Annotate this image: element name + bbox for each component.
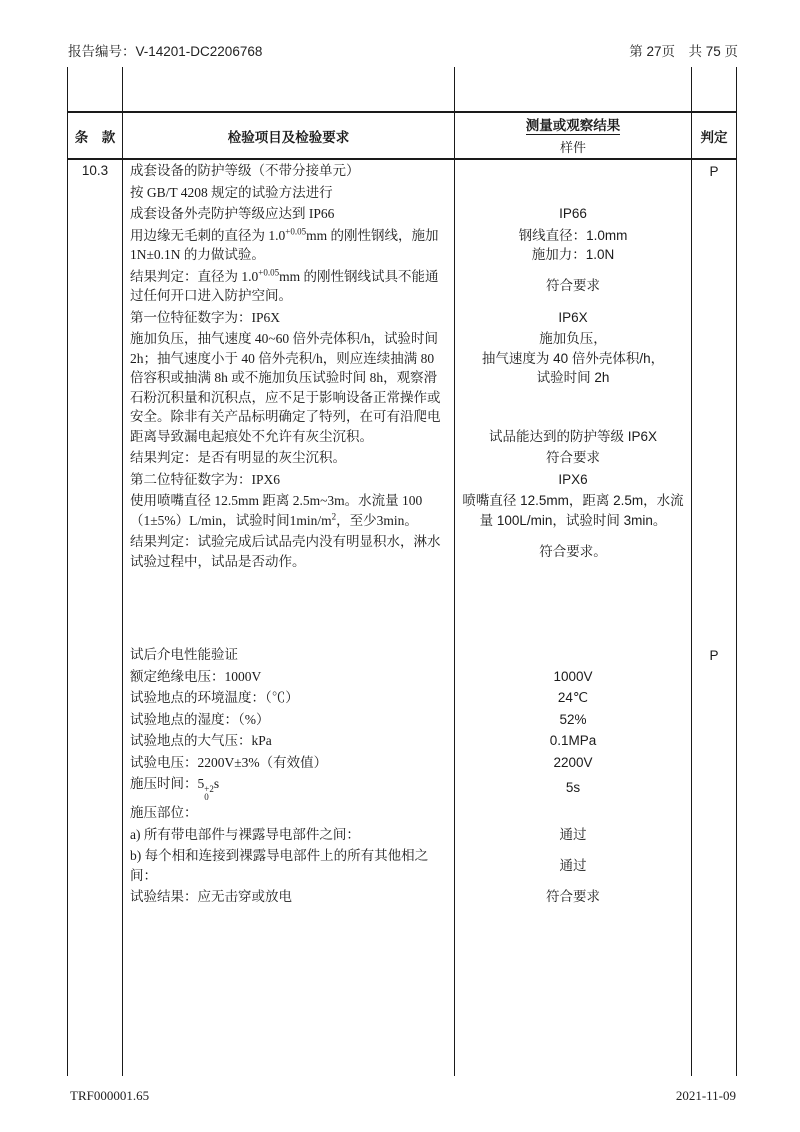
requirement-cell: 试验地点的环境温度：（℃） — [123, 687, 455, 709]
column-header-item: 检验项目及检验要求 — [123, 113, 455, 158]
result-cell — [455, 687, 692, 709]
result-cell — [455, 447, 692, 469]
result-cell — [455, 752, 692, 774]
result-cell — [455, 845, 692, 886]
verdict-cell — [692, 328, 737, 447]
page-footer — [70, 1088, 736, 1104]
result-cell — [455, 802, 692, 824]
verdict-cell — [692, 469, 737, 491]
clause-cell — [67, 886, 123, 908]
clause-cell — [67, 328, 123, 447]
requirement-cell: 施压部位： — [123, 802, 455, 824]
result-cell — [455, 225, 692, 266]
clause-cell — [67, 824, 123, 846]
result-cell — [455, 531, 692, 572]
table-body-spacer-cell — [455, 908, 692, 1076]
result-cell — [455, 203, 692, 225]
clause-cell — [67, 203, 123, 225]
verdict-cell — [692, 752, 737, 774]
result-line: IP66 — [559, 206, 587, 221]
result-line: 符合要求 — [546, 889, 600, 904]
strip-cell-clause — [67, 67, 123, 111]
verdict-cell — [692, 531, 737, 572]
requirement-cell: 试验电压：2200V±3%（有效值） — [123, 752, 455, 774]
result-cell — [455, 469, 692, 491]
result-cell — [455, 490, 692, 531]
requirement-cell: 第二位特征数字为：IPX6 — [123, 469, 455, 491]
verdict-cell — [692, 824, 737, 846]
column-header-verdict: 判定 — [692, 113, 737, 158]
clause-number — [67, 644, 123, 666]
result-cell — [455, 160, 692, 182]
column-header-result — [455, 113, 692, 158]
table-body-spacer-cell — [123, 572, 455, 644]
result-cell — [455, 666, 692, 688]
requirement-cell: 施加负压，抽气速度 40~60 倍外壳体积/h，试验时间 2h；抽气速度小于 40 倍外壳积/h，则应连续抽满 80 倍容积或抽满 8h 或不施加负压试验时间 8h，观察滑石粉沉积量和沉积点，应不足于影响设备正常操作或安全。除非有关产品标明确定了特列，在可有沿爬电距离导致漏电起痕处不允许有灰尘沉积。 — [123, 328, 455, 447]
requirement-cell: 成套设备的防护等级（不带分接单元） — [123, 160, 455, 182]
clause-cell — [67, 845, 123, 886]
result-line: 钢线直径：1.0mm — [518, 227, 628, 243]
verdict-value: P — [692, 644, 737, 666]
verdict-cell — [692, 203, 737, 225]
strip-cell-item — [123, 67, 455, 111]
pre-header-strip — [67, 67, 737, 111]
requirement-cell: 成套设备外壳防护等级应达到 IP66 — [123, 203, 455, 225]
clause-number: 10.3 — [67, 160, 123, 182]
result-line: 抽气速度为 40 倍外壳体积/h， — [481, 350, 665, 366]
result-line: 施加力：1.0N — [531, 247, 615, 262]
result-cell — [455, 824, 692, 846]
clause-cell — [67, 490, 123, 531]
result-cell — [455, 709, 692, 731]
result-cell — [455, 266, 692, 307]
footer-date: 2021-11-09 — [675, 1088, 736, 1103]
requirement-cell: 使用喷嘴直径 12.5mm 距离 2.5m~3m。水流量 100（1±5%）L/min，试验时间$1\min/m^2$，至少3min。 — [123, 490, 455, 531]
requirement-cell: 用边缘无毛刺的直径为 $1.0^{+0.05}mm$ 的刚性钢线，施加1N±0.1N 的力做试验。 — [123, 225, 455, 266]
verdict-cell — [692, 266, 737, 307]
table-body-spacer-cell — [692, 572, 737, 644]
clause-cell — [67, 773, 123, 802]
result-cell — [455, 773, 692, 802]
page-header — [68, 40, 738, 60]
requirement-cell: b) 每个相和连接到裸露导电部件上的所有其他相之间： — [123, 845, 455, 886]
clause-cell — [67, 752, 123, 774]
verdict-cell — [692, 687, 737, 709]
table-body-spacer-cell — [123, 908, 455, 1076]
result-line: 5s — [565, 779, 581, 795]
requirement-cell: 结果判定：试验完成后试品壳内没有明显积水，淋水试验过程中，试品是否动作。 — [123, 531, 455, 572]
verdict-cell — [692, 709, 737, 731]
result-line: 符合要求 — [546, 450, 600, 465]
result-line: 试验时间 2h — [536, 370, 610, 385]
clause-cell — [67, 687, 123, 709]
result-line: 通过 — [559, 857, 587, 873]
clause-cell — [67, 709, 123, 731]
requirement-cell: 第一位特征数字为：IP6X — [123, 307, 455, 329]
result-line: 符合要求。 — [539, 543, 607, 559]
result-bottom-group — [489, 427, 657, 447]
table-body-spacer-cell — [455, 572, 692, 644]
result-line: 2200V — [553, 754, 593, 770]
verdict-cell — [692, 225, 737, 266]
result-cell — [455, 307, 692, 329]
verdict-cell — [692, 886, 737, 908]
verdict-cell — [692, 730, 737, 752]
requirement-cell: 施压时间：5 +2 0 s — [123, 773, 455, 802]
requirement-cell: 结果判定：直径为 $1.0^{+0.05}mm$ 的刚性钢线试具不能通过任何开口进入防护空间。 — [123, 266, 455, 307]
clause-cell — [67, 802, 123, 824]
result-line: 0.1MPa — [549, 733, 597, 748]
result-cell — [455, 730, 692, 752]
verdict-cell — [692, 307, 737, 329]
strip-cell-verdict — [692, 67, 737, 111]
footer-document-code: TRF000001.65 — [70, 1088, 150, 1103]
result-line: 试品能达到的防护等级 IP6X — [488, 428, 658, 444]
page-number-indicator: 第 27页 共 75 页 — [629, 44, 738, 59]
requirement-cell: 额定绝缘电压：1000V — [123, 666, 455, 688]
column-header-result-title: 测量或观察结果 — [526, 113, 621, 135]
requirement-cell: 试后介电性能验证 — [123, 644, 455, 666]
clause-cell — [67, 469, 123, 491]
verdict-cell — [692, 447, 737, 469]
verdict-cell — [692, 182, 737, 204]
requirement-cell: 按 GB/T 4208 规定的试验方法进行 — [123, 182, 455, 204]
result-line: 1000V — [553, 668, 593, 684]
clause-cell — [67, 182, 123, 204]
requirement-cell: 试验地点的湿度：（%） — [123, 709, 455, 731]
report-number: 报告编号：V-14201-DC2206768 — [68, 44, 263, 59]
clause-cell — [67, 266, 123, 307]
verdict-cell — [692, 490, 737, 531]
table-body-spacer-cell — [692, 908, 737, 1076]
result-cell — [455, 182, 692, 204]
result-cell — [455, 644, 692, 666]
clause-cell — [67, 730, 123, 752]
result-line: IPX6 — [558, 471, 588, 487]
result-line: 24℃ — [557, 690, 589, 705]
result-cell — [455, 886, 692, 908]
result-cell — [455, 328, 692, 447]
verdict-cell — [692, 845, 737, 886]
clause-cell — [67, 225, 123, 266]
result-line: 施加负压， — [539, 331, 607, 346]
table-body — [67, 160, 737, 1076]
verdict-cell — [692, 773, 737, 802]
result-line: 喷嘴直径 12.5mm，距离 2.5m，水流量 100L/min，试验时间 3min。 — [462, 493, 684, 528]
clause-cell — [67, 531, 123, 572]
result-line: 通过 — [559, 826, 587, 842]
verdict-cell — [692, 802, 737, 824]
column-header-sample: 样件 — [559, 140, 586, 155]
result-line: IP6X — [558, 309, 588, 325]
clause-cell — [67, 307, 123, 329]
requirement-cell: 试验结果：应无击穿或放电 — [123, 886, 455, 908]
result-top-group — [482, 329, 664, 388]
requirement-cell: 试验地点的大气压：kPa — [123, 730, 455, 752]
table-header-row — [67, 111, 737, 160]
clause-cell — [67, 447, 123, 469]
result-line: 符合要求 — [546, 278, 600, 294]
table-body-spacer-cell — [67, 908, 123, 1076]
strip-cell-result — [455, 67, 692, 111]
result-line: 52% — [559, 711, 587, 727]
table-body-spacer-cell — [67, 572, 123, 644]
inspection-table — [67, 67, 737, 1076]
requirement-cell: 结果判定：是否有明显的灰尘沉积。 — [123, 447, 455, 469]
requirement-cell: a) 所有带电部件与裸露导电部件之间： — [123, 824, 455, 846]
clause-cell — [67, 666, 123, 688]
column-header-clause: 条 款 — [67, 113, 123, 158]
verdict-value: P — [692, 160, 737, 182]
verdict-cell — [692, 666, 737, 688]
